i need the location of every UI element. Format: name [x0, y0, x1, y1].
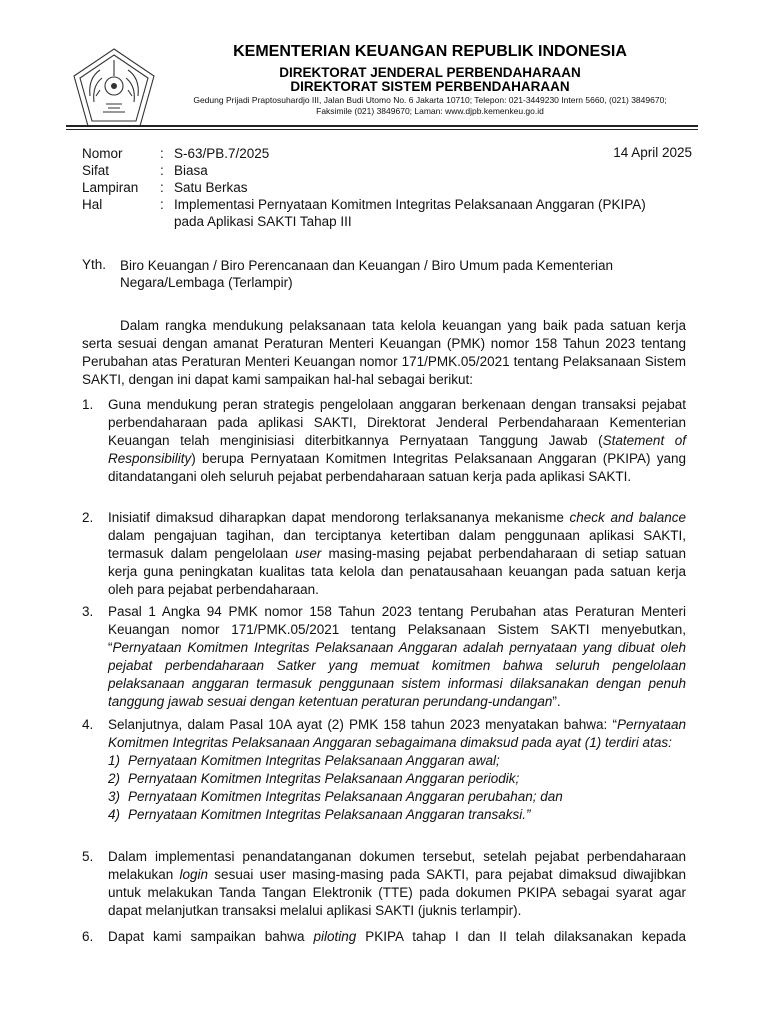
colon: :	[160, 146, 164, 161]
item-body	[108, 928, 686, 946]
sub-item-text: Pernyataan Komitmen Integritas Pelaksanaan Anggaran transaksi.”	[128, 807, 531, 822]
ministry-title: KEMENTERIAN KEUANGAN REPUBLIK INDONESIA	[233, 43, 627, 60]
item-body	[108, 603, 686, 711]
sub-item-text: Pernyataan Komitmen Integritas Pelaksanaan Anggaran periodik;	[128, 771, 520, 786]
item-text: Selanjutnya, dalam Pasal 10A ayat (2) PMK 158 tahun 2023 menyatakan bahwa: “	[108, 717, 617, 732]
item-italic-text: Pernyataan Komitmen Integritas Pelaksanaan Anggaran sebagaimana dimaksud pada ayat (1) terdiri atas:	[108, 717, 686, 750]
item-number: 6.	[82, 929, 94, 944]
recipient-text: Biro Keuangan / Biro Perencanaan dan Keuangan / Biro Umum pada Kementerian Negara/Lembaga (Terlampir)	[120, 258, 614, 290]
colon: :	[160, 163, 164, 178]
directorate-general-title: DIREKTORAT JENDERAL PERBENDAHARAAN	[279, 65, 581, 80]
sub-item	[108, 806, 686, 824]
item-number: 3.	[82, 604, 94, 619]
item-number: 5.	[82, 849, 94, 864]
colon: :	[160, 197, 164, 212]
colon: :	[160, 180, 164, 195]
address-line-1: Gedung Prijadi Praptosuhardjo III, Jalan Budi Utomo No. 6 Jakarta 10710; Telepon: 021-3449230 Intern 5660, (021) 3849670;	[193, 95, 667, 105]
sub-item	[108, 752, 686, 770]
item-italic-text: piloting	[313, 929, 357, 944]
item-text: Guna mendukung peran strategis pengelolaan anggaran berkenaan dengan transaksi pejabat perbendaharaan pada aplikasi SAKTI, Direktorat Jenderal Perbendaharaan Kementerian Keuangan telah menginisiasi diterbitkannya Pernyataan Tanggung Jawab (	[108, 397, 686, 448]
letterhead-divider-thin	[66, 129, 698, 130]
item-text: Pasal 1 Angka 94 PMK nomor 158 Tahun 2023 tentang Perubahan atas Peraturan Menteri Keuangan nomor 171/PMK.05/2021 tentang Pelaksanaan Sistem SAKTI menyebutkan, “	[108, 604, 686, 655]
sub-item	[108, 788, 686, 806]
ministry-emblem-icon	[70, 46, 158, 130]
directorate-title: DIREKTORAT SISTEM PERBENDAHARAAN	[290, 79, 570, 94]
item-text: Dapat kami sampaikan bahwa	[108, 929, 314, 944]
item-body	[108, 509, 686, 599]
lampiran-value: Satu Berkas	[174, 180, 248, 195]
nomor-label: Nomor	[82, 146, 123, 161]
item-text: dalam pengajuan tagihan, dan terciptanya ketertiban dalam penggunaan aplikasi SAKTI, termasuk dalam pengelolaan	[108, 528, 686, 561]
letterhead-divider	[66, 125, 698, 127]
intro-paragraph: Dalam rangka mendukung pelaksanaan tata kelola keuangan yang baik pada satuan kerja serta sesuai dengan amanat Peraturan Menteri Keuangan (PMK) nomor 158 Tahun 2023 tentang Perubahan atas Peraturan Menteri Keuangan nomor 171/PMK.05/2021 tentang Pelaksanaan Sistem SAKTI, dengan ini dapat kami sampaikan hal-hal sebagai berikut:	[82, 318, 686, 387]
hal-value-line2: pada Aplikasi SAKTI Tahap III	[174, 214, 352, 229]
hal-value-line1: Implementasi Pernyataan Komitmen Integritas Pelaksanaan Anggaran (PKIPA)	[174, 197, 646, 212]
sub-item-number: 4)	[108, 807, 121, 822]
item-italic-text: user	[295, 546, 322, 561]
item-number: 1.	[82, 397, 94, 412]
sifat-label: Sifat	[82, 163, 110, 178]
sub-item-number: 3)	[108, 789, 121, 804]
sub-item-number: 1)	[108, 753, 121, 768]
item-body	[108, 848, 686, 920]
item-italic-text: Pernyataan Komitmen Integritas Pelaksanaan Anggaran adalah pernyataan yang dibuat oleh pejabat perbendaharaan Satker yang memuat komitmen bahwa seluruh pengelolaan pelaksanaan anggaran termasuk penggunaan sistem informasi dilaksanakan dengan penuh tanggung jawab sesuai dengan ketentuan peraturan perundang-undangan	[108, 640, 686, 709]
item-body	[108, 716, 686, 824]
sub-item-text: Pernyataan Komitmen Integritas Pelaksanaan Anggaran awal;	[128, 753, 500, 768]
item-text: masing-masing pejabat perbendaharaan di setiap satuan kerja guna peningkatan kualitas tata kelola dan penatausahaan keuangan pada satuan kerja oleh para pejabat perbendaharaan.	[108, 546, 686, 597]
item-text: PKIPA tahap I dan II telah dilaksanakan kepada	[356, 929, 686, 944]
item-italic-text: login	[179, 867, 209, 882]
item-text: Dalam implementasi penandatanganan dokumen tersebut, setelah pejabat perbendaharaan melakukan	[108, 849, 686, 882]
item-number: 2.	[82, 510, 94, 525]
address-line-2: Faksimile (021) 3849670; Laman: www.djpb.kemenkeu.go.id	[316, 106, 544, 116]
item-italic-text: check and balance	[569, 510, 686, 525]
sub-item	[108, 770, 686, 788]
item-italic-text: Statement of Responsibility	[108, 433, 686, 466]
letter-date: 14 April 2025	[613, 145, 692, 160]
sub-item-number: 2)	[108, 771, 121, 786]
item-text: ) berupa Pernyataan Komitmen Integritas Pelaksanaan Anggaran (PKIPA) yang ditandatangani oleh seluruh pejabat perbendaharaan satuan kerja pada aplikasi SAKTI.	[108, 451, 686, 484]
lampiran-label: Lampiran	[82, 180, 139, 195]
sifat-value: Biasa	[174, 163, 208, 178]
item-body	[108, 396, 686, 486]
item-text: ”.	[552, 694, 561, 709]
recipient-label: Yth.	[82, 257, 107, 272]
hal-label: Hal	[82, 197, 103, 212]
item-text: sesuai user masing-masing pada SAKTI, para pejabat dimaksud diwajibkan untuk melakukan Tanda Tangan Elektronik (TTE) pada dokumen PKIPA sebagai syarat agar dapat melanjutkan transaksi melalui aplikasi SAKTI (juknis terlampir).	[108, 867, 686, 918]
item-number: 4.	[82, 717, 94, 732]
item-text: Inisiatif dimaksud diharapkan dapat mendorong terlaksananya mekanisme	[108, 510, 570, 525]
nomor-value: S-63/PB.7/2025	[174, 146, 270, 161]
sub-item-text: Pernyataan Komitmen Integritas Pelaksanaan Anggaran perubahan; dan	[128, 789, 563, 804]
